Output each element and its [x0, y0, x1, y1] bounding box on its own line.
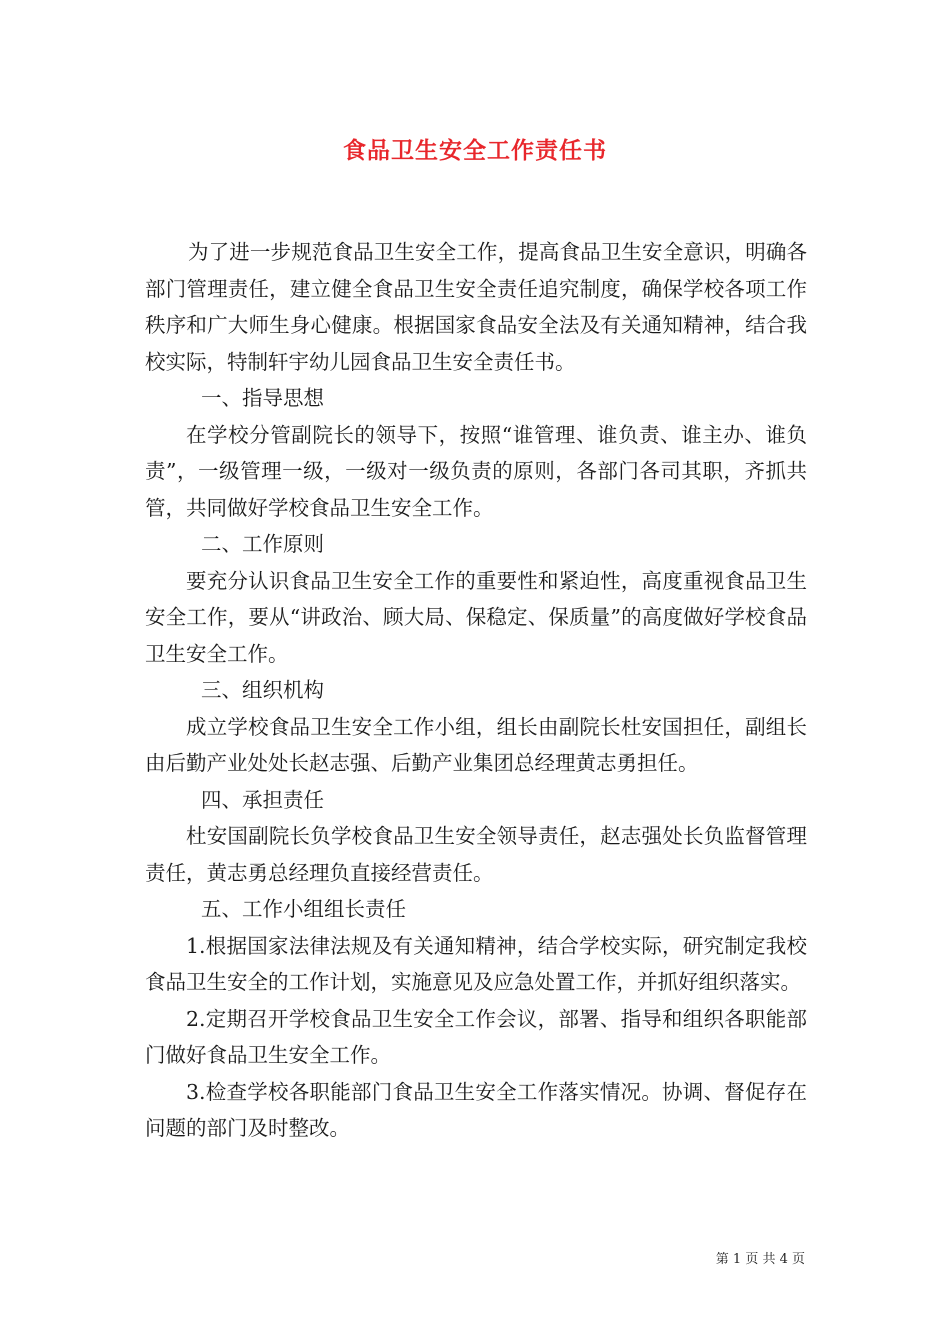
document-body [145, 234, 807, 1147]
intro-paragraph: 为了进一步规范食品卫生安全工作，提高食品卫生安全意识，明确各部门管理责任，建立健全食品卫生安全责任追究制度，确保学校各项工作秩序和广大师生身心健康。根据国家食品安全法及有关通知精神，结合我校实际，特制轩宇幼儿园食品卫生安全责任书。 [145, 240, 807, 374]
section-heading-2: 二、工作原则 [201, 532, 324, 556]
section-2-paragraph: 要充分认识食品卫生安全工作的重要性和紧迫性，高度重视食品卫生安全工作，要从“讲政治、顾大局、保稳定、保质量”的高度做好学校食品卫生安全工作。 [145, 568, 807, 666]
section-heading-4: 四、承担责任 [201, 787, 324, 812]
section-3-paragraph: 成立学校食品卫生安全工作小组，组长由副院长杜安国担任，副组长由后勤产业处处长赵志强、后勤产业集团总经理黄志勇担任。 [145, 714, 807, 775]
section-1-paragraph: 在学校分管副院长的领导下，按照“谁管理、谁负责、谁主办、谁负责”，一级管理一级，一级对一级负责的原则，各部门各司其职，齐抓共管，共同做好学校食品卫生安全工作。 [145, 422, 807, 520]
section-heading-5: 五、工作小组组长责任 [201, 897, 406, 921]
section-5-item-3: 3.检查学校各职能部门食品卫生安全工作落实情况。协调、督促存在问题的部门及时整改。 [145, 1079, 807, 1140]
section-5-item-2: 2.定期召开学校食品卫生安全工作会议，部署、指导和组织各职能部门做好食品卫生安全工作。 [145, 1006, 807, 1067]
section-4-paragraph: 杜安国副院长负学校食品卫生安全领导责任，赵志强处长负监督管理责任，黄志勇总经理负直接经营责任。 [145, 824, 807, 885]
section-heading-3: 三、组织机构 [201, 678, 324, 702]
section-5-item-1: 1.根据国家法律法规及有关通知精神，结合学校实际，研究制定我校食品卫生安全的工作计划，实施意见及应急处置工作，并抓好组织落实。 [145, 933, 807, 994]
section-heading-1: 一、指导思想 [201, 386, 324, 410]
page-number-footer: 第 1 页 共 4 页 [715, 1252, 805, 1267]
document-title: 食品卫生安全工作责任书 [343, 137, 607, 164]
